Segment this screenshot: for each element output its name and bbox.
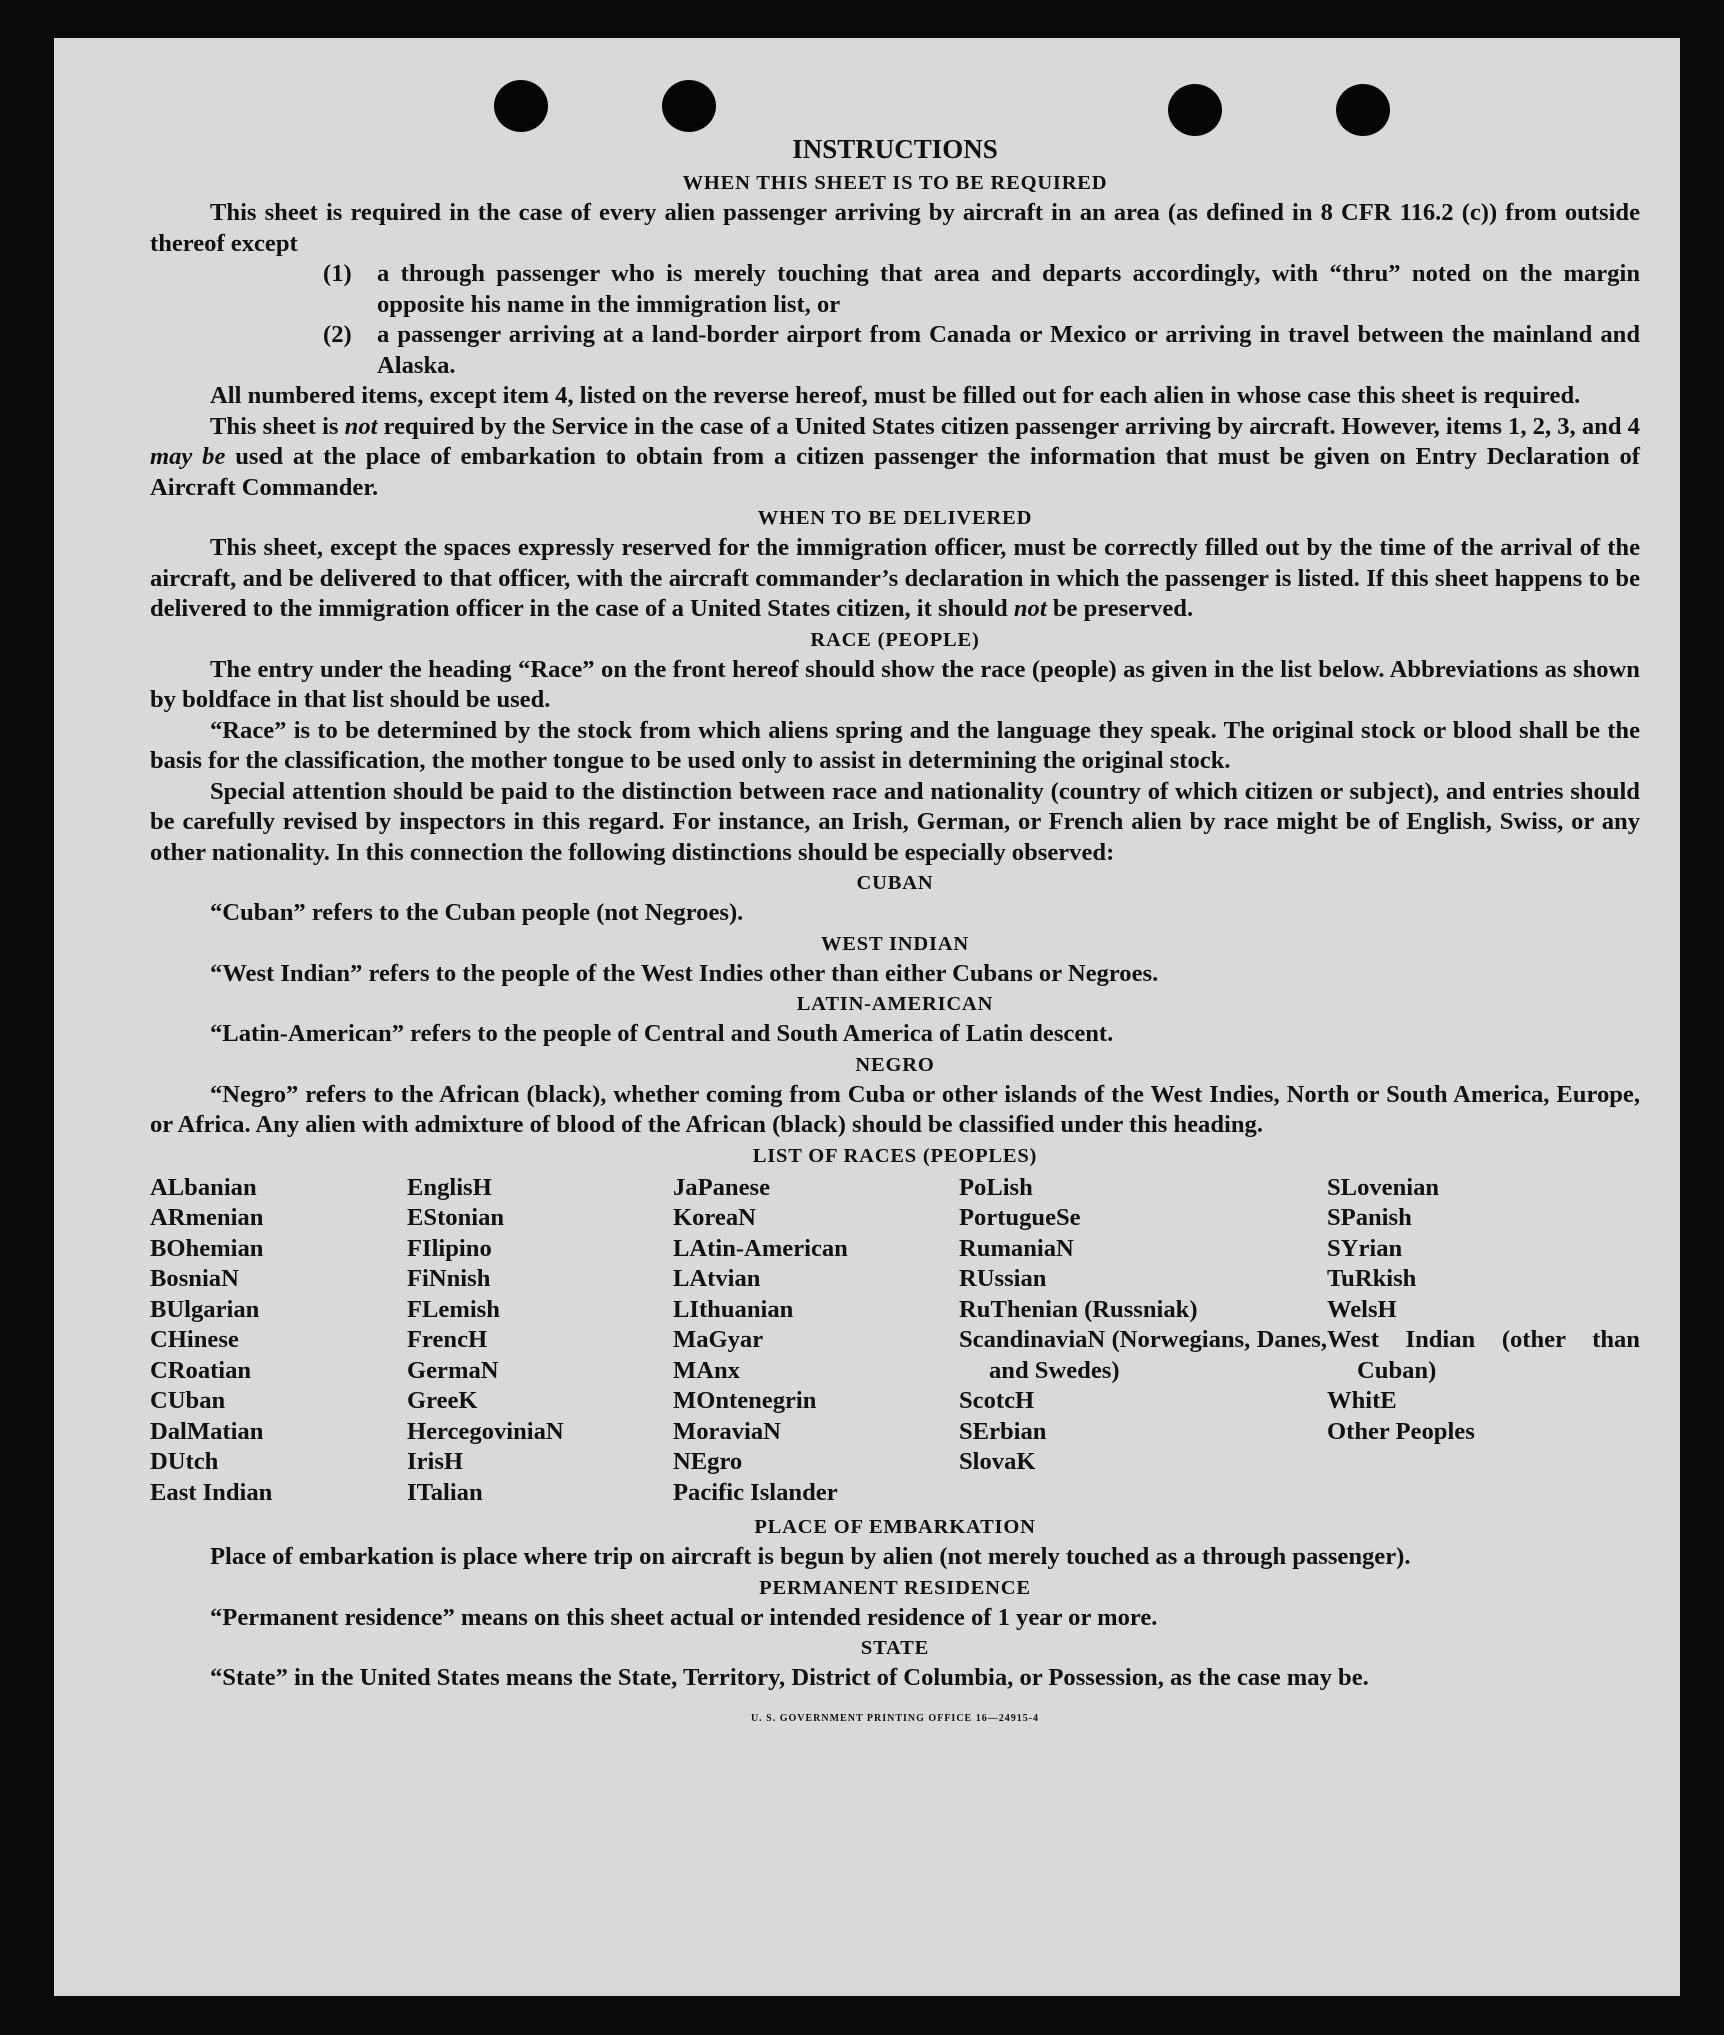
text-run: This sheet, except the spaces expressly reserved for the immigration officer, must be correctly filled out by the time of the arrival of the aircraft, and be delivered to that officer, with the aircraft commander’s declaration in which the passenger is listed. If this sheet happens to be delivered to the immigration officer in the case of a United States citizen, it should bbox=[150, 534, 1640, 622]
race-entry: LAtin-American bbox=[673, 1234, 848, 1262]
list-item bbox=[150, 259, 1640, 320]
section-heading: STATE bbox=[860, 1637, 930, 1659]
paragraph: “Cuban” refers to the Cuban people (not Negroes). bbox=[210, 899, 744, 926]
text-run: be preserved. bbox=[1052, 595, 1194, 622]
race-entry: East Indian bbox=[150, 1478, 273, 1506]
instructions-content bbox=[150, 130, 1640, 1734]
race-entry: NEgro bbox=[673, 1448, 743, 1475]
race-entry: GreeK bbox=[407, 1387, 478, 1414]
section-heading: RACE (PEOPLE) bbox=[810, 628, 980, 651]
race-entry: CHinese bbox=[150, 1326, 239, 1353]
text-run: used at the place of embarkation to obtain from a citizen passenger the information that must be given on Entry Declaration of Aircraft Commander. bbox=[150, 443, 1640, 501]
page-title: INSTRUCTIONS bbox=[792, 134, 998, 164]
paragraph: Place of embarkation is place where trip on aircraft is begun by alien (not merely touched as a through passenger). bbox=[210, 1543, 1411, 1570]
race-entry: ALbanian bbox=[150, 1173, 257, 1201]
list-item bbox=[150, 320, 1640, 381]
italic-text: may be bbox=[150, 443, 226, 470]
race-entry: EnglisH bbox=[407, 1173, 492, 1201]
section-heading: CUBAN bbox=[856, 872, 934, 894]
race-entry: LIthuanian bbox=[673, 1295, 794, 1323]
paragraph: “Latin-American” refers to the people of Central and South America of Latin descent. bbox=[210, 1020, 1114, 1047]
race-entry: LAtvian bbox=[673, 1265, 761, 1292]
section-heading: WHEN THIS SHEET IS TO BE REQUIRED bbox=[682, 172, 1108, 194]
italic-text: not bbox=[1013, 595, 1047, 622]
race-entry: GermaN bbox=[407, 1356, 499, 1384]
text-run: This sheet is bbox=[210, 412, 339, 440]
document-sheet bbox=[54, 38, 1680, 1996]
race-entry: DUtch bbox=[150, 1448, 219, 1475]
section-heading: LATIN-AMERICAN bbox=[796, 993, 994, 1015]
race-column bbox=[959, 1173, 1327, 1509]
race-entry: ScotcH bbox=[959, 1387, 1035, 1414]
italic-text: not bbox=[344, 412, 378, 440]
paragraph bbox=[150, 533, 1640, 625]
race-entry: RumaniaN bbox=[959, 1234, 1074, 1262]
race-entry: FiNnish bbox=[407, 1265, 491, 1292]
race-entry: SLovenian bbox=[1327, 1173, 1440, 1201]
race-column bbox=[1327, 1173, 1640, 1509]
race-column bbox=[150, 1173, 407, 1509]
section-heading: LIST OF RACES (PEOPLES) bbox=[752, 1144, 1038, 1167]
race-entry: West Indian (other than Cuban) bbox=[1327, 1326, 1640, 1384]
paragraph: “Negro” refers to the African (black), whether coming from Cuba or other islands of the West Indies, North or South America, Europe, or Africa. Any alien with admixture of blood of the African (black) should be classified under this heading. bbox=[150, 1080, 1640, 1138]
race-entry: ITalian bbox=[407, 1478, 483, 1506]
paragraph: “Permanent residence” means on this sheet actual or intended residence of 1 year or more. bbox=[210, 1603, 1158, 1631]
race-entry: Pacific Islander bbox=[673, 1478, 838, 1506]
race-entry: EStonian bbox=[407, 1204, 505, 1231]
paragraph: Special attention should be paid to the distinction between race and nationality (country of which citizen or subject), and entries should be carefully revised by inspectors in this regard. For instance, an Irish, German, or French alien by race might be of English, Swiss, or any other nationality. In this connection the following distinctions should be especially observed: bbox=[150, 777, 1640, 866]
paragraph: “Race” is to be determined by the stock from which aliens spring and the language they speak. The original stock or blood shall be the basis for the classification, the mother tongue to be used only to assist in determining the original stock. bbox=[150, 716, 1640, 774]
race-entry: CRoatian bbox=[150, 1356, 252, 1384]
race-entry: SlovaK bbox=[959, 1448, 1036, 1475]
paragraph: “State” in the United States means the State, Territory, District of Columbia, or Possession, as the case may be. bbox=[210, 1664, 1369, 1691]
section-heading: PERMANENT RESIDENCE bbox=[759, 1576, 1031, 1599]
race-entry: ARmenian bbox=[150, 1204, 264, 1231]
race-entry: CUban bbox=[150, 1387, 226, 1414]
race-entry: SPanish bbox=[1327, 1204, 1412, 1231]
race-entry: ScandinaviaN (Norwegians, Danes, and Swedes) bbox=[959, 1326, 1327, 1384]
race-entry: RuThenian (Russniak) bbox=[959, 1295, 1198, 1323]
paragraph: All numbered items, except item 4, listed on the reverse hereof, must be filled out for each alien in whose case this sheet is required. bbox=[210, 382, 1581, 409]
race-list bbox=[150, 1173, 1640, 1509]
race-entry: JaPanese bbox=[673, 1173, 770, 1201]
race-entry: SYrian bbox=[1327, 1234, 1403, 1262]
section-heading: WHEN TO BE DELIVERED bbox=[757, 507, 1033, 529]
race-entry: BosniaN bbox=[150, 1265, 239, 1292]
race-entry: WelsH bbox=[1327, 1295, 1397, 1323]
race-entry: BOhemian bbox=[150, 1234, 264, 1262]
race-entry: KoreaN bbox=[673, 1204, 756, 1231]
paragraph: “West Indian” refers to the people of the West Indies other than either Cubans or Negroes. bbox=[210, 959, 1159, 987]
item-text: a through passenger who is merely touching that area and departs accordingly, with “thru” noted on the margin opposite his name in the immigration list, or bbox=[377, 260, 1640, 318]
item-number: (2) bbox=[323, 321, 352, 348]
printer-imprint: U. S. GOVERNMENT PRINTING OFFICE 16—24915-4 bbox=[750, 1712, 1040, 1724]
item-text: a passenger arriving at a land-border airport from Canada or Mexico or arriving in travel between the mainland and Alaska. bbox=[377, 321, 1640, 379]
punch-hole bbox=[662, 80, 716, 132]
paragraph: This sheet is required in the case of every alien passenger arriving by aircraft in an area (as defined in 8 CFR 116.2 (c)) from outside thereof except bbox=[150, 199, 1640, 257]
race-entry: MOntenegrin bbox=[673, 1387, 817, 1414]
section-heading: PLACE OF EMBARKATION bbox=[754, 1516, 1036, 1538]
race-entry: MAnx bbox=[673, 1356, 740, 1384]
race-entry: DalMatian bbox=[150, 1417, 264, 1445]
race-entry: TuRkish bbox=[1327, 1265, 1417, 1292]
section-heading: WEST INDIAN bbox=[821, 932, 969, 955]
paragraph bbox=[150, 412, 1640, 504]
race-column bbox=[673, 1173, 959, 1509]
race-entry: MaGyar bbox=[673, 1326, 764, 1353]
race-entry: SErbian bbox=[959, 1417, 1047, 1445]
race-entry: RUssian bbox=[959, 1265, 1047, 1292]
race-entry: HercegoviniaN bbox=[407, 1417, 564, 1445]
punch-hole bbox=[1168, 84, 1222, 136]
paragraph: The entry under the heading “Race” on the front hereof should show the race (people) as given in the list below. Abbreviations as shown by boldface in that list should be used. bbox=[150, 655, 1640, 713]
race-entry: PortugueSe bbox=[959, 1204, 1081, 1231]
race-entry: PoLish bbox=[959, 1173, 1033, 1201]
item-number: (1) bbox=[323, 260, 352, 287]
race-entry: MoraviaN bbox=[673, 1417, 781, 1445]
race-entry: WhitE bbox=[1327, 1387, 1397, 1414]
race-column bbox=[407, 1173, 673, 1509]
race-entry: Other Peoples bbox=[1327, 1417, 1475, 1445]
section-heading: NEGRO bbox=[855, 1053, 935, 1076]
race-entry: BUlgarian bbox=[150, 1295, 260, 1323]
text-run: required by the Service in the case of a United States citizen passenger arriving by aircraft. However, items 1, 2, 3, and 4 bbox=[383, 412, 1640, 440]
race-entry: IrisH bbox=[407, 1448, 464, 1475]
race-entry: FLemish bbox=[407, 1295, 500, 1323]
punch-hole bbox=[494, 80, 548, 132]
punch-hole bbox=[1336, 84, 1390, 136]
race-entry: FIlipino bbox=[407, 1234, 492, 1262]
race-entry: FrencH bbox=[407, 1326, 488, 1353]
